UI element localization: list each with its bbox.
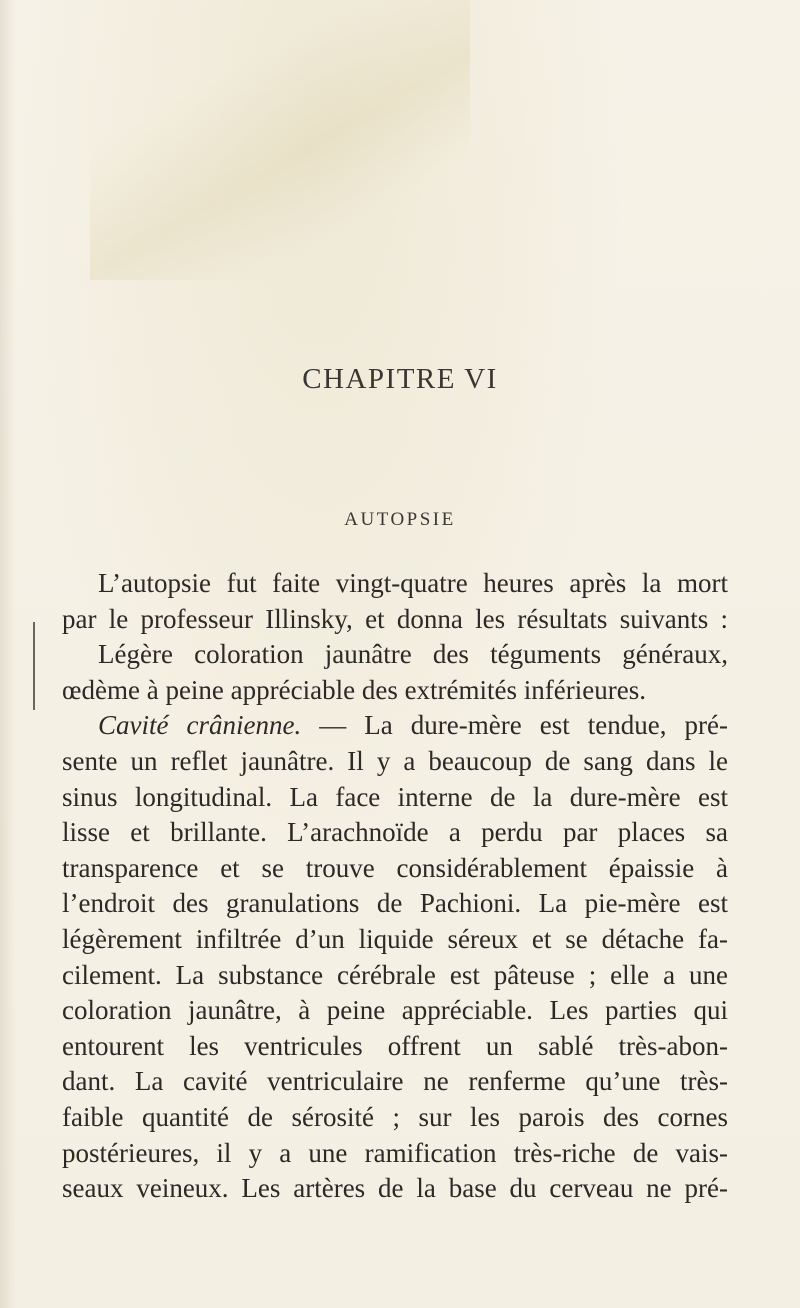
text-line: postérieures, il y a une ramification très-riche de vais- (62, 1137, 728, 1168)
text-line: seaux veineux. Les artères de la base du cerveau ne pré- (62, 1173, 728, 1204)
text-line: dant. La cavité ventriculaire ne renferme qu’une très- (62, 1066, 728, 1097)
text-line: transparence et se trouve considérablement épaissie à (62, 852, 728, 883)
text-line: cilement. La substance cérébrale est pâteuse ; elle a une (62, 959, 728, 990)
text-line: L’autopsie fut faite vingt-quatre heures après la mort (98, 568, 728, 598)
text-run: — La dure-mère est tendue, pré- (301, 710, 728, 741)
text-line: sinus longitudinal. La face interne de la dure-mère est (62, 781, 728, 812)
chapter-title: CHAPITRE VI (302, 363, 498, 395)
text-line: entourent les ventricules offrent un sablé très-abon- (62, 1030, 728, 1061)
subsection-heading: Cavité crânienne. (98, 710, 302, 741)
paper-stain (90, 0, 470, 280)
margin-mark (33, 622, 35, 710)
text-line (62, 708, 728, 744)
text-line: sente un reflet jaunâtre. Il y a beaucoup de sang dans le (62, 745, 728, 776)
text-line: l’endroit des granulations de Pachioni. La pie-mère est (62, 888, 728, 919)
text-line: coloration jaunâtre, à peine appréciable. Les parties qui (62, 995, 728, 1026)
page-gutter-shadow (0, 0, 16, 1308)
body-text (62, 566, 728, 1207)
text-line: faible quantité de sérosité ; sur les parois des cornes (62, 1101, 728, 1132)
text-line: œdème à peine appréciable des extrémités inférieures. (62, 674, 646, 705)
section-title: AUTOPSIE (344, 509, 456, 530)
text-line: par le professeur Illinsky, et donna les résultats suivants : (62, 603, 728, 634)
text-line: Légère coloration jaunâtre des téguments généraux, (98, 639, 728, 670)
text-line: légèrement infiltrée d’un liquide séreux et se détache fa- (62, 923, 728, 954)
text-line: lisse et brillante. L’arachnoïde a perdu par places sa (62, 817, 728, 848)
